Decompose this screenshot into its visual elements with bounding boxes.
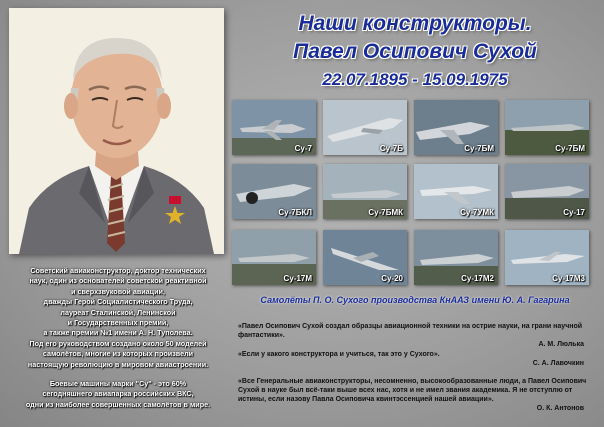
bio-line: а также премии №1 имени А. Н. Туполева. (43, 328, 193, 338)
aircraft-photo (232, 230, 316, 285)
aircraft-photo (414, 100, 498, 155)
aircraft-photo (505, 164, 589, 219)
bio-line: дважды Герой Социалистического Труда, (43, 297, 193, 307)
bio-line: одни из наиболее совершенных самолётов в мире. (25, 399, 211, 409)
aircraft-label: Су-7 (294, 144, 312, 153)
bio-line: наук, один из основателей советской реактивной (29, 276, 207, 286)
quote-author: А. М. Люлька (538, 341, 584, 348)
designer-name: Павел Осипович Сухой (293, 40, 537, 63)
portrait-illustration (9, 8, 224, 254)
bio-line: самолётов, многие из которых произвели (42, 349, 194, 359)
aircraft-label: Су-7Б (379, 144, 403, 153)
aircraft-photo (414, 164, 498, 219)
aircraft-label: Су-17М2 (461, 274, 494, 283)
quote-text: «Павел Осипович Сухой создал образцы авиационной техники на острие науки, на грани научной фантастики». (238, 323, 583, 339)
aircraft-label: Су-7УМК (460, 208, 494, 217)
quote (238, 322, 594, 349)
aircraft-photo (414, 230, 498, 285)
biography (6, 266, 230, 410)
aircraft-photo (232, 100, 316, 155)
quote-text: «Если у какого конструктора и учиться, так это у Сухого». (238, 351, 440, 358)
bio-line: Под его руководством создано около 50 моделей (29, 338, 207, 348)
aircraft-label: Су-7БМ (464, 144, 494, 153)
aircraft-photo (505, 100, 589, 155)
aircraft-label: Су-7БМК (368, 208, 403, 217)
quote-author: С. А. Лавочкин (532, 360, 584, 367)
aircraft-label: Су-7БКЛ (278, 208, 312, 217)
bio-line: лауреат Сталинской, Ленинской (60, 307, 176, 317)
quote-author: О. К. Антонов (536, 405, 584, 412)
bio-line: сегодняшнего авиапарка российских ВКС, (42, 389, 194, 399)
gallery-caption: Самолёты П. О. Сухого производства КнААЗ имени Ю. А. Гагарина (260, 295, 570, 305)
aircraft-photo (232, 164, 316, 219)
aircraft-label: Су-7БМ (555, 144, 585, 153)
aircraft-label: Су-20 (381, 274, 403, 283)
bio-line: и сверхзвуковой авиации, (71, 286, 165, 296)
aircraft-label: Су-17М (283, 274, 312, 283)
bio-line: Боевые машины марки "Су" - это 60% (49, 379, 187, 389)
life-dates: 22.07.1895 - 15.09.1975 (322, 70, 508, 89)
quote-text: «Все Генеральные авиаконструкторы, несомненно, высокообразованные люди, а Павел Осипович Сухой в науке был всё-таки выше всех нас, хотя и не имел звания академика. Я не отступлю от истины, если назову Павла Осиповича квинтэссенцией нашей авиации». (238, 378, 587, 403)
quote (238, 350, 594, 368)
aircraft-photo (505, 230, 589, 285)
aircraft-photo (323, 230, 407, 285)
portrait-image (9, 8, 224, 254)
aircraft-label: Су-17 (563, 208, 585, 217)
aircraft-label: Су-17М3 (552, 274, 585, 283)
header-title: Наши конструкторы. (298, 12, 532, 35)
quote (238, 377, 594, 413)
aircraft-photo (323, 100, 407, 155)
bio-line: и Государственных премий, (67, 318, 169, 328)
bio-line: Советский авиаконструктор, доктор технических (30, 266, 206, 275)
aircraft-photo (323, 164, 407, 219)
bio-line: настоящую революцию в мировом авиастроении. (27, 359, 209, 369)
